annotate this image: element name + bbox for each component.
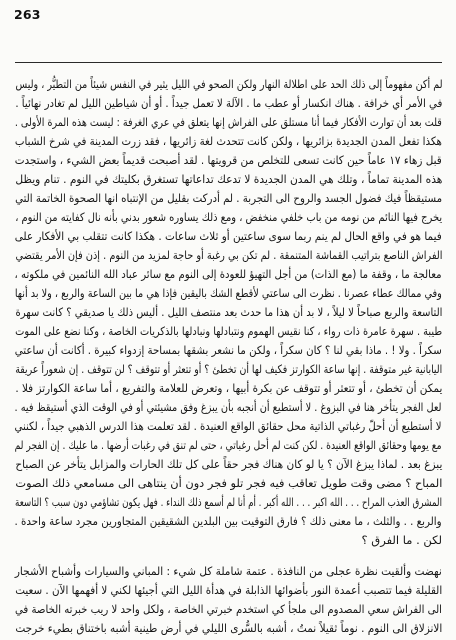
- text-line: اليابانية غير متوقفة . إنها ساعة الكوارتز فكيف لها أن تخطئ ؟ أو تتعثر أو تتوقف ؟ لن تتوقف . إن شعوراً عريقة: [15, 362, 442, 376]
- text-line: الانزلاق الى النوم . نوماً ثقيلاً نمتُ ، أشبه بالسُّرى الليلي في أرض طينية أشبه باختناق بطيء خرجت: [15, 621, 442, 635]
- text-line: يمكن أن تخطئ ، أو تتعثر أو تتوقف عن بكرة أبيها ، وتعرض للعلامة والتفريع ، أما ساعة الكوارتز فلا .: [15, 381, 442, 395]
- text-line: سكراً . ولا ! . ماذا بقي لنا ؟ كان سكراً ، ولكن ما نشعر بشقها بمساحة إزدواء كبيرة . أكانت أن ساعتي: [15, 343, 442, 357]
- page-number: 263: [14, 7, 41, 22]
- header-rule: [15, 62, 442, 63]
- text-line: لم أكن مفهوماً إلى ذلك الحد على اطلالة النهار ولكن الصحو في الليل يثير في النفس شيئاً من التطيُّر ، وليس: [15, 77, 442, 91]
- text-line: قبل زهاء ١٧ عاماً حين كانت تسعى للتخلص من قرويتها . لقد أصبحت قديماً بعض الشيء ، واستجدت: [15, 153, 442, 167]
- text-line: نهضت وألقيت نظرة عجلى من النافذة . عتمة شاملة كل شيء : المباني والسيارات وأشباح الأشجار: [15, 564, 442, 578]
- text-line: والربع . . والثلث ، ما معنى ذلك ؟ فارق التوقيت بين البلدين الشقيقين المتجاورين مجرد ساعة واحدة .: [15, 514, 442, 528]
- text-line: هكذا تفعل المدن الجديدة بزائريها ، ولكن كانت تتحدث لغة زائريها ، فقد زرت المدينة في شرخ الشباب: [15, 134, 442, 148]
- text-line: في الأمر أي خرافة . هناك انكسار أو عطب ما . الآلة لا تعمل جيداً . أو أن شياطين الليل لم تغادر نهائياً .: [15, 96, 442, 110]
- text-line: طيبة . سهرة عامرة ذات رواء ، كنا نقيس الهموم ونتبادلها ونبادلها بالذكريات الخاصة ، وكنا نضع على الموت: [15, 324, 442, 338]
- text-line: فيما هو في واقع الحال لم ينم ربما سوى ساعتين أو ثلاث ساعات . هكذا كانت تتقلب بي الأفكار على: [15, 229, 442, 243]
- text-line: قلت بعد أن توارت الأفكار فيما أنا مستلق على الفراش إنها يتعلق في عري الغرفة : ليست هذه المرة الأولى .: [15, 115, 442, 129]
- text-line: مع يومها وحقائق الواقع العنيدة . لكن كنت لم أحل رغباتي ، حتى لم تنق في رغبات أرضها . ما عليك . إن الفجر لم: [15, 438, 442, 452]
- text-line: الى الفراش سعي المصدوم الى ملجأ كي استخدم خبرتي الخاصة ، ولكل واحد لا ريب خبرته الخاصة في: [15, 602, 442, 616]
- text-line: مستيقظاً فيك فضول الجسد والروح الى التجربة . لم أدركت بقليل من الإنتباه انها الصحوة الخاتمة التي: [15, 191, 442, 205]
- text-line: يبزغ بعد . لماذا يبزغ الآن ؟ يا لو كان هناك فجر حقاً على كل تلك الحارات والمزابل يتأخر عن الصباح: [15, 457, 442, 471]
- text-line: لكن . ما الفرق ؟: [361, 533, 442, 547]
- text-line: هذه المدينة تماماً ، وتلك هي المدن الجديدة لا تدعك تداعاتها تستغرق بكليتك في النوم . تنام ويظل: [15, 172, 442, 186]
- paragraph: [15, 113, 442, 550]
- text-line: لعل الفجر يتأخر هنا في البزوغ . لا أستطيع أن أنجبه بأن يبزغ وفق مشيئتي أو في الوقت الذي أستيقظ فيه .: [15, 400, 442, 414]
- body-text: [15, 75, 442, 638]
- text-line: التاسعة والربع صباحاً لا ليلاً ، لا بد أن هذا ما حدث بعد منتصف الليل . أليس ذلك يا صديقي ؟ كانت سهرة: [15, 305, 442, 319]
- paragraph: [15, 75, 442, 113]
- text-line: معالجة ما ، وقفة ما (مع الذات) من أجل التهيؤ للعودة إلى النوم مع سائر عباد الله النائمين في ملكوته ،: [15, 267, 442, 281]
- text-line: القليلة فيما تتصبب أعمدة النور بأضوائها الذابلة في هدأة الليل التي أجيئها لكني لا أفهمها الآن . سعيت: [15, 583, 442, 597]
- text-line: لا أستطيع أن أحلّ رغباتي الذاتية محل حقائق الواقع العنيدة . لقد تعلمت هذا الدرس الذهبي جيداً ، لكنني: [15, 419, 442, 433]
- text-line: يخرج فيها النائم من نومه من باب خلفي منخفض ، ومع ذلك يساوره شعور بدني بأنه نال كفايته من النوم ،: [15, 210, 442, 224]
- text-line: المباح ؟ مضى وقت طويل تعاقب فيه فجر تلو فجر دون أن ينتاهى الى مسامعي ذلك الصوت: [15, 476, 442, 490]
- text-line: وفي ممالك عطاء عصرنا . نظرت الى ساعتي لأقطع الشك باليقين فإذا هي ما بين الساعة والربع ، ولا بد أنها: [15, 286, 442, 300]
- text-line: الفراش الناصع بتراتيب القماشة المتنمقة . لم تكن بي رغبة أو حاجة لمزيد من النوم . إذن فإن الأمر يقتضي: [15, 248, 442, 262]
- text-line: المشرق العذب المراح . . . الله اكبر . . . الله أكبر . أم أنا لم أسمع ذلك النداء . فهل يكون تشاؤمي دون سبب ؟ التاسعة: [15, 495, 442, 509]
- paragraph: [15, 562, 442, 638]
